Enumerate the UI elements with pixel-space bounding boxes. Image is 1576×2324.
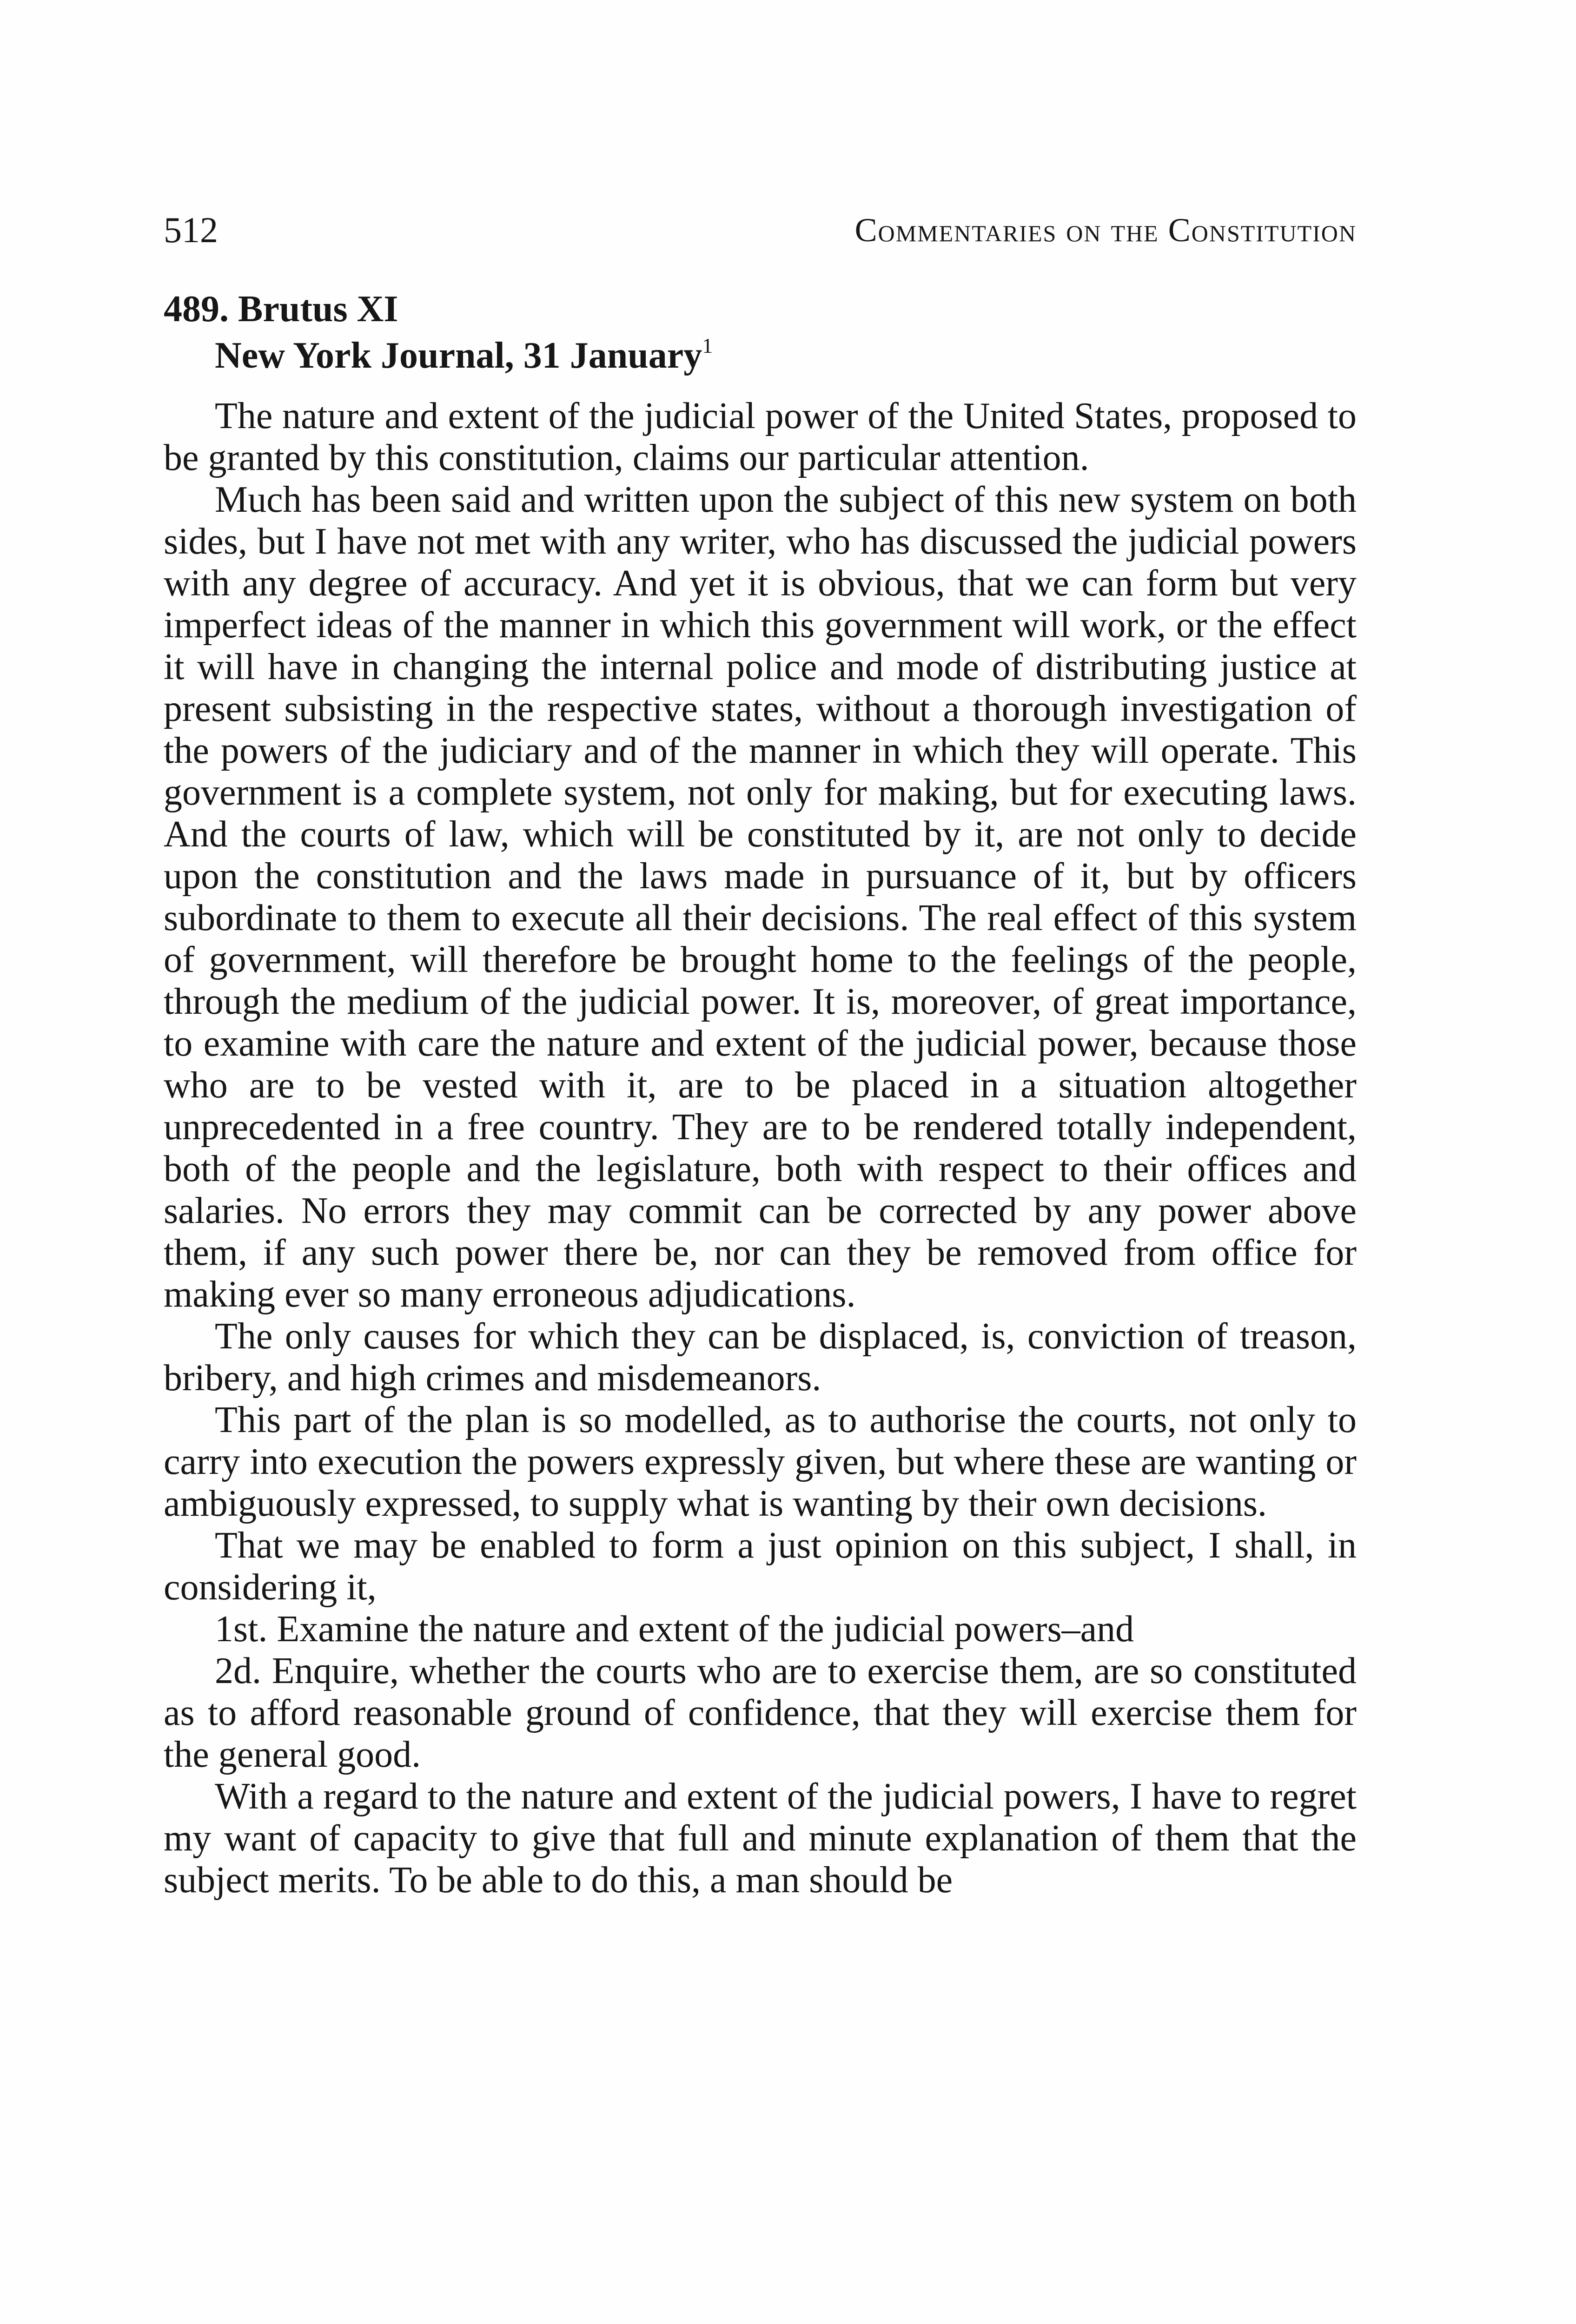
page-number: 512 [164, 210, 218, 250]
document-title: 489. Brutus XI [164, 289, 398, 330]
document-source-line [164, 332, 1357, 379]
paragraph: 2d. Enquire, whether the courts who are to exercise them, are so constituted as to afford reasonable ground of confidence, that they will exercise them for the general good. [164, 1651, 1357, 1775]
paragraph: This part of the plan is so modelled, as to authorise the courts, not only to carry into execution the powers expressly given, but where these are wanting or ambiguously expressed, to supply what is wanting by their own decisions. [164, 1400, 1357, 1524]
paragraph: The nature and extent of the judicial power of the United States, proposed to be granted by this constitution, claims our particular attention. [164, 396, 1357, 478]
paragraph: 1st. Examine the nature and extent of the judicial powers–and [215, 1609, 1134, 1650]
paragraph: With a regard to the nature and extent of the judicial powers, I have to regret my want of capacity to give that full and minute explanation of them that the subject merits. To be able to do this, a man should be [164, 1776, 1357, 1901]
paragraph: That we may be enabled to form a just opinion on this subject, I shall, in considering it, [164, 1525, 1357, 1608]
document-source: New York Journal, 31 January [215, 335, 702, 376]
paragraph: The only causes for which they can be displaced, is, conviction of treason, bribery, and high crimes and misdemeanors. [164, 1316, 1357, 1399]
footnote-mark: 1 [702, 334, 713, 357]
running-head: Commentaries on the Constitution [854, 211, 1357, 249]
paragraph: Much has been said and written upon the subject of this new system on both sides, but I have not met with any writer, who has discussed the judicial powers with any degree of accuracy. And yet it is obvious, that we can form but very imperfect ideas of the manner in which this government will work, or the effect it will have in changing the internal police and mode of distributing justice at present subsisting in the respective states, without a thorough investigation of the powers of the judiciary and of the manner in which they will operate. This government is a complete system, not only for making, but for executing laws. And the courts of law, which will be constituted by it, are not only to decide upon the constitution and the laws made in pursuance of it, but by officers subordinate to them to execute all their decisions. The real effect of this system of government, will therefore be brought home to the feelings of the people, through the medium of the judicial power. It is, moreover, of great importance, to examine with care the nature and extent of the judicial power, because those who are to be vested with it, are to be placed in a situation altogether unprecedented in a free country. They are to be rendered totally independent, both of the people and the legislature, both with respect to their offices and salaries. No errors they may commit can be corrected by any power above them, if any such power there be, nor can they be removed from office for making ever so many erroneous adjudications. [164, 479, 1357, 1315]
document-heading [164, 286, 1357, 379]
page-header [164, 205, 1357, 256]
body-text [164, 395, 1357, 1901]
